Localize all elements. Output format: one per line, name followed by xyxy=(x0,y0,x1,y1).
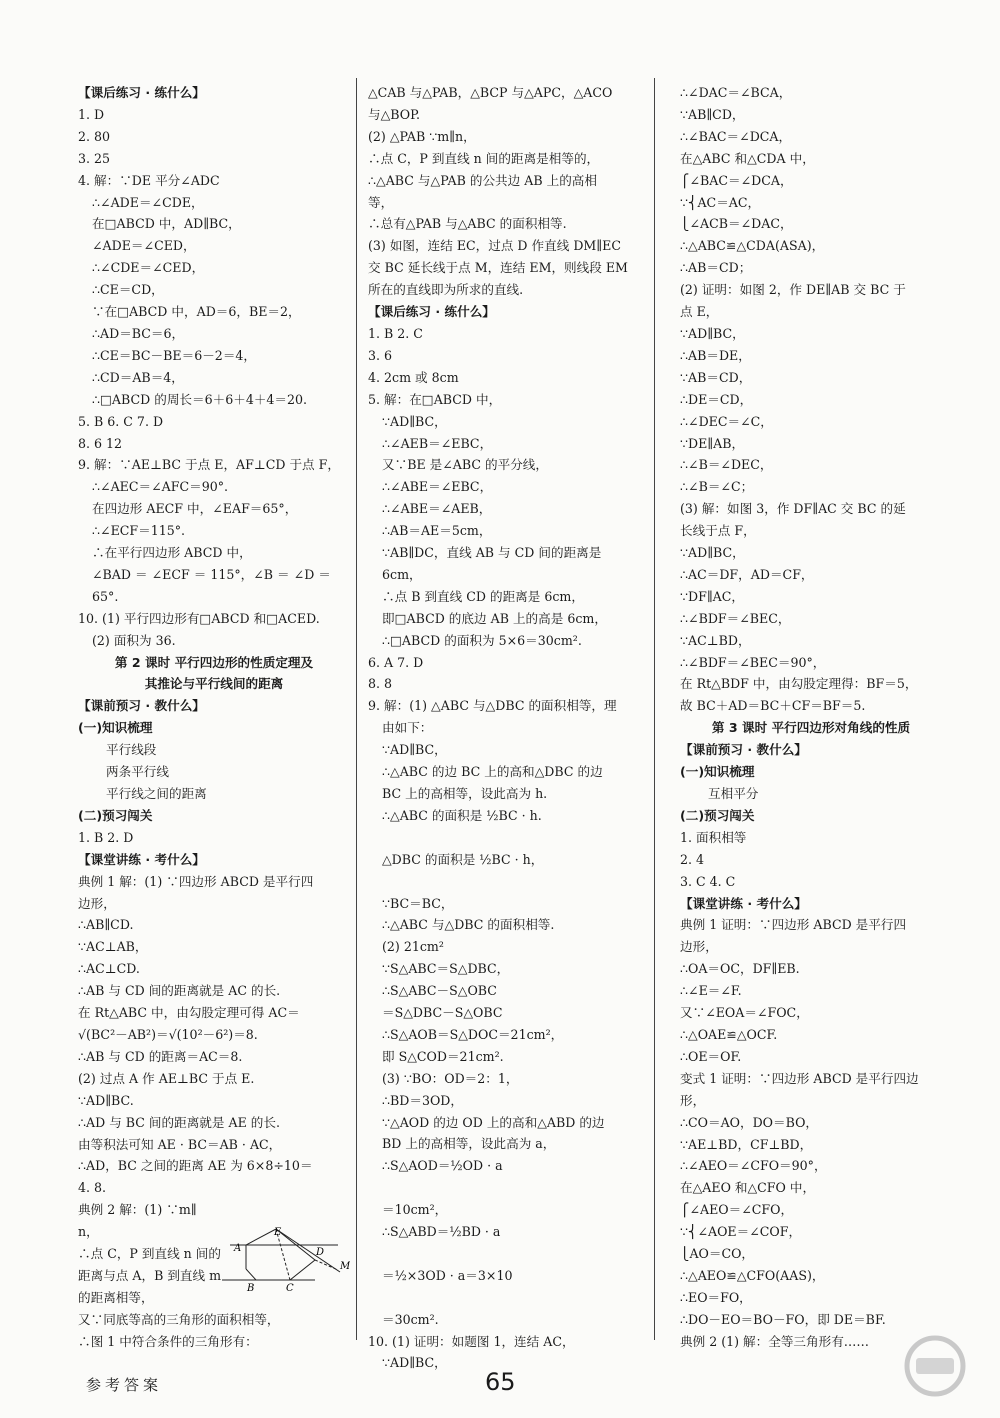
col1-line: 1. D xyxy=(78,106,105,122)
geometry-figure xyxy=(220,1225,350,1303)
col2-line: ∴总有△PAB 与△ABC 的面积相等. xyxy=(368,216,567,232)
col3-line: ∵AC⊥BD， xyxy=(680,632,751,648)
col1-line: 平行线之间的距离 xyxy=(106,786,207,801)
col3-line: 2. 4 xyxy=(680,851,705,867)
col1-line: ∴图 1 中符合条件的三角形有： xyxy=(78,1333,258,1349)
col2-line: (2) 21cm² xyxy=(382,939,444,955)
col2-line: ∴S△AOB＝S△DOC＝21cm²， xyxy=(382,1026,564,1042)
col2-line: 【课后练习 · 练什么】 xyxy=(368,304,495,320)
col2-line: (2) △PAB ∵m∥n， xyxy=(368,128,476,144)
col2-line: △CAB 与△PAB，△BCP 与△APC，△ACO xyxy=(368,85,613,100)
col2-line: 等， xyxy=(368,194,394,210)
col2-line: ∴△ABC 的边 BC 上的高和△DBC 的边 xyxy=(382,764,603,780)
col2-line: 10. (1) 证明：如题图 1，连结 AC， xyxy=(368,1333,575,1349)
col1-line: 【课前预习 · 教什么】 xyxy=(78,698,205,714)
col2-line: 与△BOP. xyxy=(368,106,421,122)
col2-line: 9. 解：(1) △ABC 与△DBC 的面积相等，理 xyxy=(368,698,617,714)
col2-line: ∴点 C，P 到直线 n 间的距离是相等的， xyxy=(368,150,600,166)
col2-line: ＝S△DBC－S△OBC xyxy=(382,1005,503,1021)
col1-line: ∠ADE＝∠CED， xyxy=(92,238,196,254)
col1-line: ∴□ABCD 的周长＝6＋6＋4＋4＝20. xyxy=(92,391,308,407)
col3-line: 长线于点 F， xyxy=(680,523,756,539)
col1-line: √(BC²－AB²)＝√(10²－6²)＝8. xyxy=(78,1026,258,1042)
col3-line: (2) 证明：如图 2，作 DE∥AB 交 BC 于 xyxy=(680,282,906,298)
col3-line: (二)预习闯关 xyxy=(680,807,755,823)
col1-line: (2) 过点 A 作 AE⊥BC 于点 E. xyxy=(78,1070,255,1086)
label-d: D xyxy=(316,1247,325,1258)
col3-line: ∴△ABC≌△CDA(ASA)， xyxy=(680,238,825,254)
label-a: A xyxy=(234,1243,242,1254)
col3-line: 【课前预习 · 教什么】 xyxy=(680,742,807,758)
col3-line: ⎩∠ACB＝∠DAC， xyxy=(680,216,793,232)
label-b: B xyxy=(247,1283,255,1294)
col3-line: ∴DO－EO＝BO－FO，即 DE＝BF. xyxy=(680,1311,886,1327)
col3-line: ∴AC＝DF，AD＝CF， xyxy=(680,566,814,582)
col3-line: ∴OE＝OF. xyxy=(680,1048,742,1064)
col1-line: ∴AD 与 BC 间的距离就是 AE 的长. xyxy=(78,1114,280,1130)
col3-line: ∴EO＝FO， xyxy=(680,1289,752,1305)
col1-line: ∵在□ABCD 中，AD＝6，BE＝2， xyxy=(92,304,301,320)
col3-line: ∴AB＝CD； xyxy=(680,260,752,276)
col1-line: 又∵同底等高的三角形的面积相等， xyxy=(78,1311,280,1327)
col3-line: 边形， xyxy=(680,939,718,955)
col2-line: ∵S△ABC＝S△DBC， xyxy=(382,961,510,977)
col2-line: ∴BD＝3OD， xyxy=(382,1092,463,1108)
col1-line: 平行线段 xyxy=(106,742,157,758)
col3-line: 形， xyxy=(680,1092,706,1108)
col1-line: n， xyxy=(78,1224,99,1240)
col3-line: ∵AB＝CD， xyxy=(680,369,752,385)
col3-line: ∴∠BDF＝∠BEC＝90°， xyxy=(680,654,826,670)
col2-line: ∵△AOD 的边 OD 上的高和△ABD 的边 xyxy=(382,1114,605,1130)
col1-line: ∴∠ADE＝∠CDE， xyxy=(92,194,204,210)
col1-line: 3. 25 xyxy=(78,150,111,166)
col3-line: ∴∠B＝∠DEC， xyxy=(680,457,773,473)
col2-line: ∴△ABC 的面积是 ½BC · h. xyxy=(382,807,542,823)
answer-column-1 xyxy=(78,82,350,1353)
col1-line: 2. 80 xyxy=(78,128,111,144)
col3-line: 1. 面积相等 xyxy=(680,829,747,845)
col3-line: 在 Rt△BDF 中，由勾股定理得：BF＝5， xyxy=(680,676,918,692)
col2-line xyxy=(368,1243,640,1265)
col3-line: ∵AE⊥BD，CF⊥BD， xyxy=(680,1136,813,1152)
label-m: M xyxy=(340,1261,350,1272)
col1-line: 两条平行线 xyxy=(106,764,169,780)
col3-line: ∴△OAE≌△OCF. xyxy=(680,1026,778,1042)
col2-line: ∴点 B 到直线 CD 的距离是 6cm， xyxy=(382,588,584,604)
col3-line: 第 3 课时 平行四边形对角线的性质 xyxy=(711,720,911,736)
col3-line: ∵DE∥AB， xyxy=(680,435,745,451)
col1-line: 第 2 课时 平行四边形的性质定理及 xyxy=(114,654,314,670)
col3-line: (一)知识梳理 xyxy=(680,764,755,780)
col3-line: 互相平分 xyxy=(708,786,759,801)
col1-line: (一)知识梳理 xyxy=(78,720,153,736)
col1-line: 10. (1) 平行四边形有□ABCD 和□ACED. xyxy=(78,610,320,626)
col2-line: 又∵BE 是∠ABC 的平分线， xyxy=(382,457,548,473)
col3-line: ⎩AO＝CO， xyxy=(680,1246,755,1262)
watermark-logo xyxy=(880,1328,990,1408)
col1-line: ∴∠ECF＝115°. xyxy=(92,523,186,539)
col1-line: ∴在平行四边形 ABCD 中， xyxy=(92,545,252,561)
col1-line: ∴∠AEC＝∠AFC＝90°. xyxy=(92,479,229,495)
col1-line: ∴AC⊥CD. xyxy=(78,961,140,977)
col2-line: ∵AD∥BC， xyxy=(382,742,447,758)
col1-line: 4. 解：∵DE 平分∠ADC xyxy=(78,172,220,188)
col1-line: 边形， xyxy=(78,895,116,911)
col3-line: ∴∠DEC＝∠C， xyxy=(680,413,773,429)
col2-line: ＝½×3OD · a＝3×10 xyxy=(382,1267,513,1283)
col3-line: ∵⎨∠AOE＝∠COF， xyxy=(680,1224,802,1240)
col1-line: ∴AB∥CD. xyxy=(78,917,134,933)
col1-line: 【课后练习 · 练什么】 xyxy=(78,85,205,100)
col2-line: 6. A 7. D xyxy=(368,654,424,670)
col3-line: ⎧∠AEO＝∠CFO， xyxy=(680,1202,794,1218)
col2-line: ＝10cm²， xyxy=(382,1202,448,1218)
col1-line: ∴AD，BC 之间的距离 AE 为 6×8÷10＝ xyxy=(78,1158,313,1174)
col1-line: 典例 2 解：(1) ∵m∥ xyxy=(78,1202,197,1218)
col3-line: ∴∠DAC＝∠BCA， xyxy=(680,85,792,100)
col2-line: 6cm， xyxy=(382,566,422,582)
col3-line: 在△ABC 和△CDA 中， xyxy=(680,150,815,166)
col3-line: 典例 1 证明：∵四边形 ABCD 是平行四 xyxy=(680,917,907,933)
col3-line: ∴CO＝AO，DO＝BO， xyxy=(680,1114,819,1130)
col2-line: ∴△ABC 与△PAB 的公共边 AB 上的高相 xyxy=(368,172,597,188)
col2-line: ＝30cm². xyxy=(382,1311,439,1327)
col1-line: ∵AD∥BC. xyxy=(78,1092,134,1108)
col2-line xyxy=(368,827,640,849)
col2-line: (3) 如图，连结 EC，过点 D 作直线 DM∥EC xyxy=(368,238,621,254)
col1-line: (二)预习闯关 xyxy=(78,807,153,823)
col2-line xyxy=(368,1177,640,1199)
col2-line: ∴S△AOD＝½OD · a xyxy=(382,1158,503,1174)
col2-line: ∵AD∥BC， xyxy=(382,1355,447,1371)
col3-line: ∴AB＝DE， xyxy=(680,347,751,363)
column-divider-1 xyxy=(356,78,357,1340)
col3-line: ∵⎨AC＝AC， xyxy=(680,194,761,210)
col3-line: 故 BC＋AD＝BC＋CF＝BF＝5. xyxy=(680,698,866,714)
col3-line: ∵DF∥AC， xyxy=(680,588,744,604)
col2-line xyxy=(368,1287,640,1309)
col2-line: ∵AB∥DC，直线 AB 与 CD 间的距离是 xyxy=(382,545,602,561)
col2-line: ∴∠ABE＝∠EBC， xyxy=(382,479,493,495)
col3-line: 【课堂讲练 · 考什么】 xyxy=(680,895,807,911)
col3-line: 变式 1 证明：∵四边形 ABCD 是平行四边 xyxy=(680,1070,919,1086)
col2-line: ∴∠ABE＝∠AEB， xyxy=(382,501,492,517)
col1-line: 典例 1 解：(1) ∵四边形 ABCD 是平行四 xyxy=(78,873,314,889)
col3-line: ∴DE＝CD， xyxy=(680,391,753,407)
col2-line: 3. 6 xyxy=(368,347,393,363)
col3-line: 在△AEO 和△CFO 中， xyxy=(680,1180,816,1196)
col2-line: 所在的直线即为所求的直线. xyxy=(368,282,524,298)
col1-line: (2) 面积为 36. xyxy=(92,632,176,648)
col3-line: (3) 解：如图 3，作 DF∥AC 交 BC 的延 xyxy=(680,501,906,517)
col1-line: ∵AC⊥AB， xyxy=(78,939,148,955)
col1-line: 【课堂讲练 · 考什么】 xyxy=(78,851,205,867)
col1-line: 8. 6 12 xyxy=(78,435,123,451)
col3-line: 典例 2 (1) 解：全等三角形有…… xyxy=(680,1333,869,1349)
col1-line: 的距离相等， xyxy=(78,1289,154,1305)
col2-line: ∴S△ABD＝½BD · a xyxy=(382,1224,501,1240)
col3-line: ⎧∠BAC＝∠DCA， xyxy=(680,172,793,188)
col1-line: 在四边形 AECF 中，∠EAF＝65°， xyxy=(92,501,298,517)
col2-line: ∵BC＝BC， xyxy=(382,895,454,911)
col1-line: 4. 8. xyxy=(78,1180,107,1196)
col2-line: 1. B 2. C xyxy=(368,325,423,341)
col3-line: ∴∠BAC＝∠DCA， xyxy=(680,128,792,144)
footer-label: 参考答案 xyxy=(86,1376,163,1394)
col2-line: ∴△ABC 与△DBC 的面积相等. xyxy=(382,917,555,933)
col3-line: ∴OA＝OC，DF∥EB. xyxy=(680,961,800,977)
column-divider-2 xyxy=(654,78,655,1340)
col2-line: ∵AD∥BC， xyxy=(382,413,447,429)
col1-line: ∴∠CDE＝∠CED， xyxy=(92,260,205,276)
col2-line: 交 BC 延长线于点 M，连结 EM，则线段 EM xyxy=(368,260,628,276)
col1-line: 5. B 6. C 7. D xyxy=(78,413,164,429)
col2-line xyxy=(368,871,640,893)
col3-line: ∴∠AEO＝∠CFO＝90°， xyxy=(680,1158,827,1174)
col3-line: ∴∠E＝∠F. xyxy=(680,983,742,999)
col1-line: ∴CD＝AB＝4， xyxy=(92,369,184,385)
col2-line: 4. 2cm 或 8cm xyxy=(368,369,459,385)
col3-line: ∵AB∥CD， xyxy=(680,106,745,122)
col1-line: 距离与点 A，B 到直线 m xyxy=(78,1267,222,1283)
col3-line: ∴∠BDF＝∠BEC， xyxy=(680,610,791,626)
col2-line: 由如下： xyxy=(382,720,433,736)
col1-line: ∴点 C，P 到直线 n 间的 xyxy=(78,1246,221,1262)
col1-line: ∴CE＝BC－BE＝6－2＝4， xyxy=(92,347,257,363)
col1-line: ∴AB 与 CD 的距离＝AC＝8. xyxy=(78,1048,243,1064)
col3-line: ∵AD∥BC， xyxy=(680,545,745,561)
col3-line: 又∵∠EOA＝∠FOC， xyxy=(680,1005,809,1021)
col1-line: ∴AD＝BC＝6， xyxy=(92,325,185,341)
col2-line: 8. 8 xyxy=(368,676,393,692)
col3-line: ∴∠B＝∠C； xyxy=(680,479,754,495)
col1-line: 1. B 2. D xyxy=(78,829,134,845)
col1-line: 在 Rt△ABC 中，由勾股定理可得 AC＝ xyxy=(78,1005,300,1021)
col2-line: 5. 解：在□ABCD 中， xyxy=(368,391,502,407)
col1-line: 其推论与平行线间的距离 xyxy=(144,676,284,692)
col1-line: ∠BAD ＝ ∠ECF ＝ 115°，∠B ＝ ∠D ＝ xyxy=(92,566,331,582)
col1-line: ∴AB 与 CD 间的距离就是 AC 的长. xyxy=(78,983,281,999)
col1-line: ∴CE＝CD， xyxy=(92,282,164,298)
col2-line: 即□ABCD 的底边 AB 上的高是 6cm， xyxy=(382,610,607,626)
col2-line: 即 S△COD＝21cm². xyxy=(382,1048,504,1064)
label-e: E xyxy=(274,1227,282,1238)
col2-line: BD 上的高相等，设此高为 a， xyxy=(382,1136,556,1152)
col3-line: ∴△AEO≌△CFO(AAS)， xyxy=(680,1267,825,1283)
col3-line: 点 E， xyxy=(680,304,719,320)
col2-line: BC 上的高相等，设此高为 h. xyxy=(382,786,548,801)
col1-line: 由等积法可知 AE · BC＝AB · AC， xyxy=(78,1136,282,1152)
col2-line: ∴S△ABC－S△OBC xyxy=(382,983,497,999)
page-number: 65 xyxy=(485,1368,516,1396)
col3-line: 3. C 4. C xyxy=(680,873,736,889)
col2-line: (3) ∵BO：OD＝2：1， xyxy=(382,1070,519,1086)
col1-line: 在□ABCD 中，AD∥BC， xyxy=(92,216,241,232)
col3-line: ∵AD∥BC， xyxy=(680,325,745,341)
col2-line: ∴□ABCD 的面积为 5×6＝30cm². xyxy=(382,632,582,648)
col2-line: △DBC 的面积是 ½BC · h， xyxy=(382,851,544,867)
answer-column-2 xyxy=(368,82,640,1374)
answer-column-3 xyxy=(680,82,942,1353)
label-c: C xyxy=(286,1283,294,1294)
col2-line: ∴∠AEB＝∠EBC， xyxy=(382,435,493,451)
col1-line: 65°. xyxy=(92,588,119,604)
col1-line: 9. 解：∵AE⊥BC 于点 E，AF⊥CD 于点 F， xyxy=(78,457,340,473)
col2-line: ∴AB＝AE＝5cm， xyxy=(382,523,492,539)
